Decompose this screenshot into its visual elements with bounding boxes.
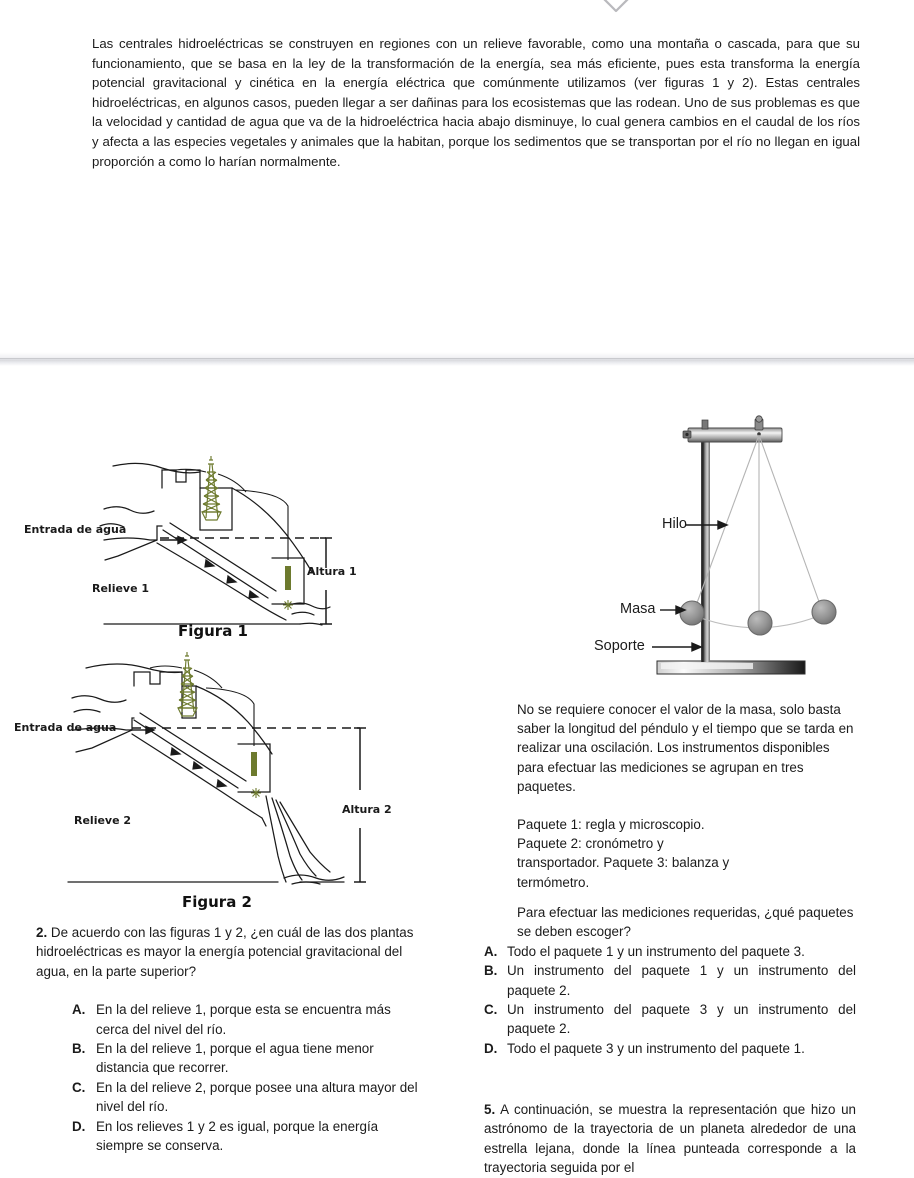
pendulum-mass-label: Masa: [620, 601, 656, 617]
question-2-block: [36, 923, 426, 1155]
package-4-line: termómetro.: [517, 874, 590, 890]
figure-1-caption: Figura 1: [178, 622, 248, 640]
option-letter: C.: [72, 1079, 86, 1095]
figure-2-diagram: [0, 650, 400, 890]
option-letter: D.: [484, 1040, 498, 1056]
option-text: Todo el paquete 3 y un instrumento del paquete 1.: [507, 1040, 805, 1056]
question-4-options: [484, 942, 856, 1058]
option-text: Un instrumento del paquete 1 y un instrumento del paquete 2.: [507, 963, 856, 998]
question-2-option-b[interactable]: [72, 1039, 426, 1078]
pendulum-bob-center: [748, 611, 772, 635]
pendulum-bob-right: [812, 600, 836, 624]
pendulum-support-label: Soporte: [594, 638, 645, 654]
figure-1-diagram: [0, 448, 400, 638]
pendulum-paragraph: No se requiere conocer el valor de la masa, solo basta saber la longitud del péndulo y el tiempo que se tarda en realizar una oscilación. Los instrumentos disponibles para efectuar las mediciones se agrupan en tres paquetes.: [517, 702, 854, 794]
question-5-block: [484, 1100, 856, 1178]
pendulum-bob-left: [680, 601, 704, 625]
question-5-number: 5.: [484, 1102, 496, 1117]
pendulum-string-label: Hilo: [662, 516, 687, 532]
question-5-text: A continuación, se muestra la representación que hizo un astrónomo de la trayectoria de un planeta alrededor de una estrella lejana, donde la línea punteada corresponde a la trayectoria seguida por el: [484, 1102, 857, 1176]
question-2-stem: [36, 923, 426, 981]
option-letter: B.: [484, 963, 498, 979]
paragraph-gap: [517, 796, 857, 815]
option-text: En los relieves 1 y 2 es igual, porque la energía siempre se conserva.: [96, 1118, 379, 1154]
figure-2-relief-label: Relieve 2: [74, 814, 132, 827]
option-text: En la del relieve 1, porque esta se encuentra más cerca del nivel del río.: [96, 1002, 391, 1037]
figure-2-height-label: Altura 2: [342, 803, 392, 816]
option-text: Todo el paquete 1 y un instrumento del paquete 3.: [507, 943, 805, 959]
option-letter: C.: [484, 1002, 498, 1018]
pendulum-explanation-text: [517, 700, 857, 892]
option-text: En la del relieve 2, porque posee una altura mayor del nivel del río.: [96, 1079, 418, 1115]
question-2-text: De acuerdo con las figuras 1 y 2, ¿en cuál de las dos plantas hidroeléctricas es mayor la energía potencial gravitacional del agua, en la parte superior?: [36, 925, 414, 979]
divider-hairline: [0, 358, 914, 359]
package-2-line: Paquete 2: cronómetro y: [517, 836, 664, 852]
figure-1-water-inlet-label: Entrada de agua: [24, 523, 127, 536]
option-text: Un instrumento del paquete 3 y un instrumento del paquete 2.: [507, 1002, 856, 1037]
figure-1-relief-label: Relieve 1: [92, 582, 150, 595]
question-4-option-d[interactable]: [484, 1039, 856, 1058]
question-4-option-c[interactable]: [484, 1000, 856, 1039]
scroll-chevron-container: [0, 0, 914, 22]
question-2-option-d[interactable]: [72, 1117, 426, 1156]
intro-paragraph: Las centrales hidroeléctricas se construyen en regiones con un relieve favorable, como una montaña o cascada, para que su funcionamiento, que se basa en la ley de la transformación de la energía, sea más eficiente, pues esta transforma la energía potencial gravitacional y cinética en la energía eléctrica que comúnmente utilizamos (ver figuras 1 y 2). Estas centrales hidroeléctricas, en algunos casos, pueden llegar a ser dañinas para los ecosistemas que las rodean. Uno de sus problemas es que la velocidad y cantidad de agua que va de la hidroeléctrica hacia abajo disminuye, lo cual genera cambios en el caudal de los ríos y afecta a las especies vegetales y animales que la habitan, porque los sedimentos que se transportan por el río no llegan en igual proporción a como lo harían normalmente.: [92, 36, 860, 169]
figure-2-caption: Figura 2: [182, 893, 252, 911]
package-3-line: transportador. Paquete 3: balanza y: [517, 855, 730, 871]
option-text: En la del relieve 1, porque el agua tiene menor distancia que recorrer.: [96, 1041, 374, 1076]
option-letter: B.: [72, 1041, 86, 1057]
option-letter: A.: [72, 1002, 86, 1018]
package-1-line: Paquete 1: regla y microscopio.: [517, 817, 705, 833]
pendulum-apparatus-diagram: [594, 414, 904, 684]
question-4-option-a[interactable]: [484, 942, 856, 961]
question-2-number: 2.: [36, 925, 48, 940]
page-divider: [0, 352, 914, 366]
option-letter: A.: [484, 943, 498, 959]
question-4-option-b[interactable]: [484, 961, 856, 1000]
question-2-option-c[interactable]: [72, 1078, 426, 1117]
question-2-options: [36, 1000, 426, 1155]
figure-2-water-inlet-label: Entrada de agua: [14, 721, 117, 734]
question-4-stem: Para efectuar las mediciones requeridas, ¿qué paquetes se deben escoger?: [517, 905, 854, 940]
question-4-block: [484, 903, 856, 1058]
question-2-option-a[interactable]: [72, 1000, 426, 1039]
option-letter: D.: [72, 1118, 86, 1134]
chevron-down-icon[interactable]: [598, 0, 634, 21]
figure-1-height-label: Altura 1: [307, 565, 357, 578]
